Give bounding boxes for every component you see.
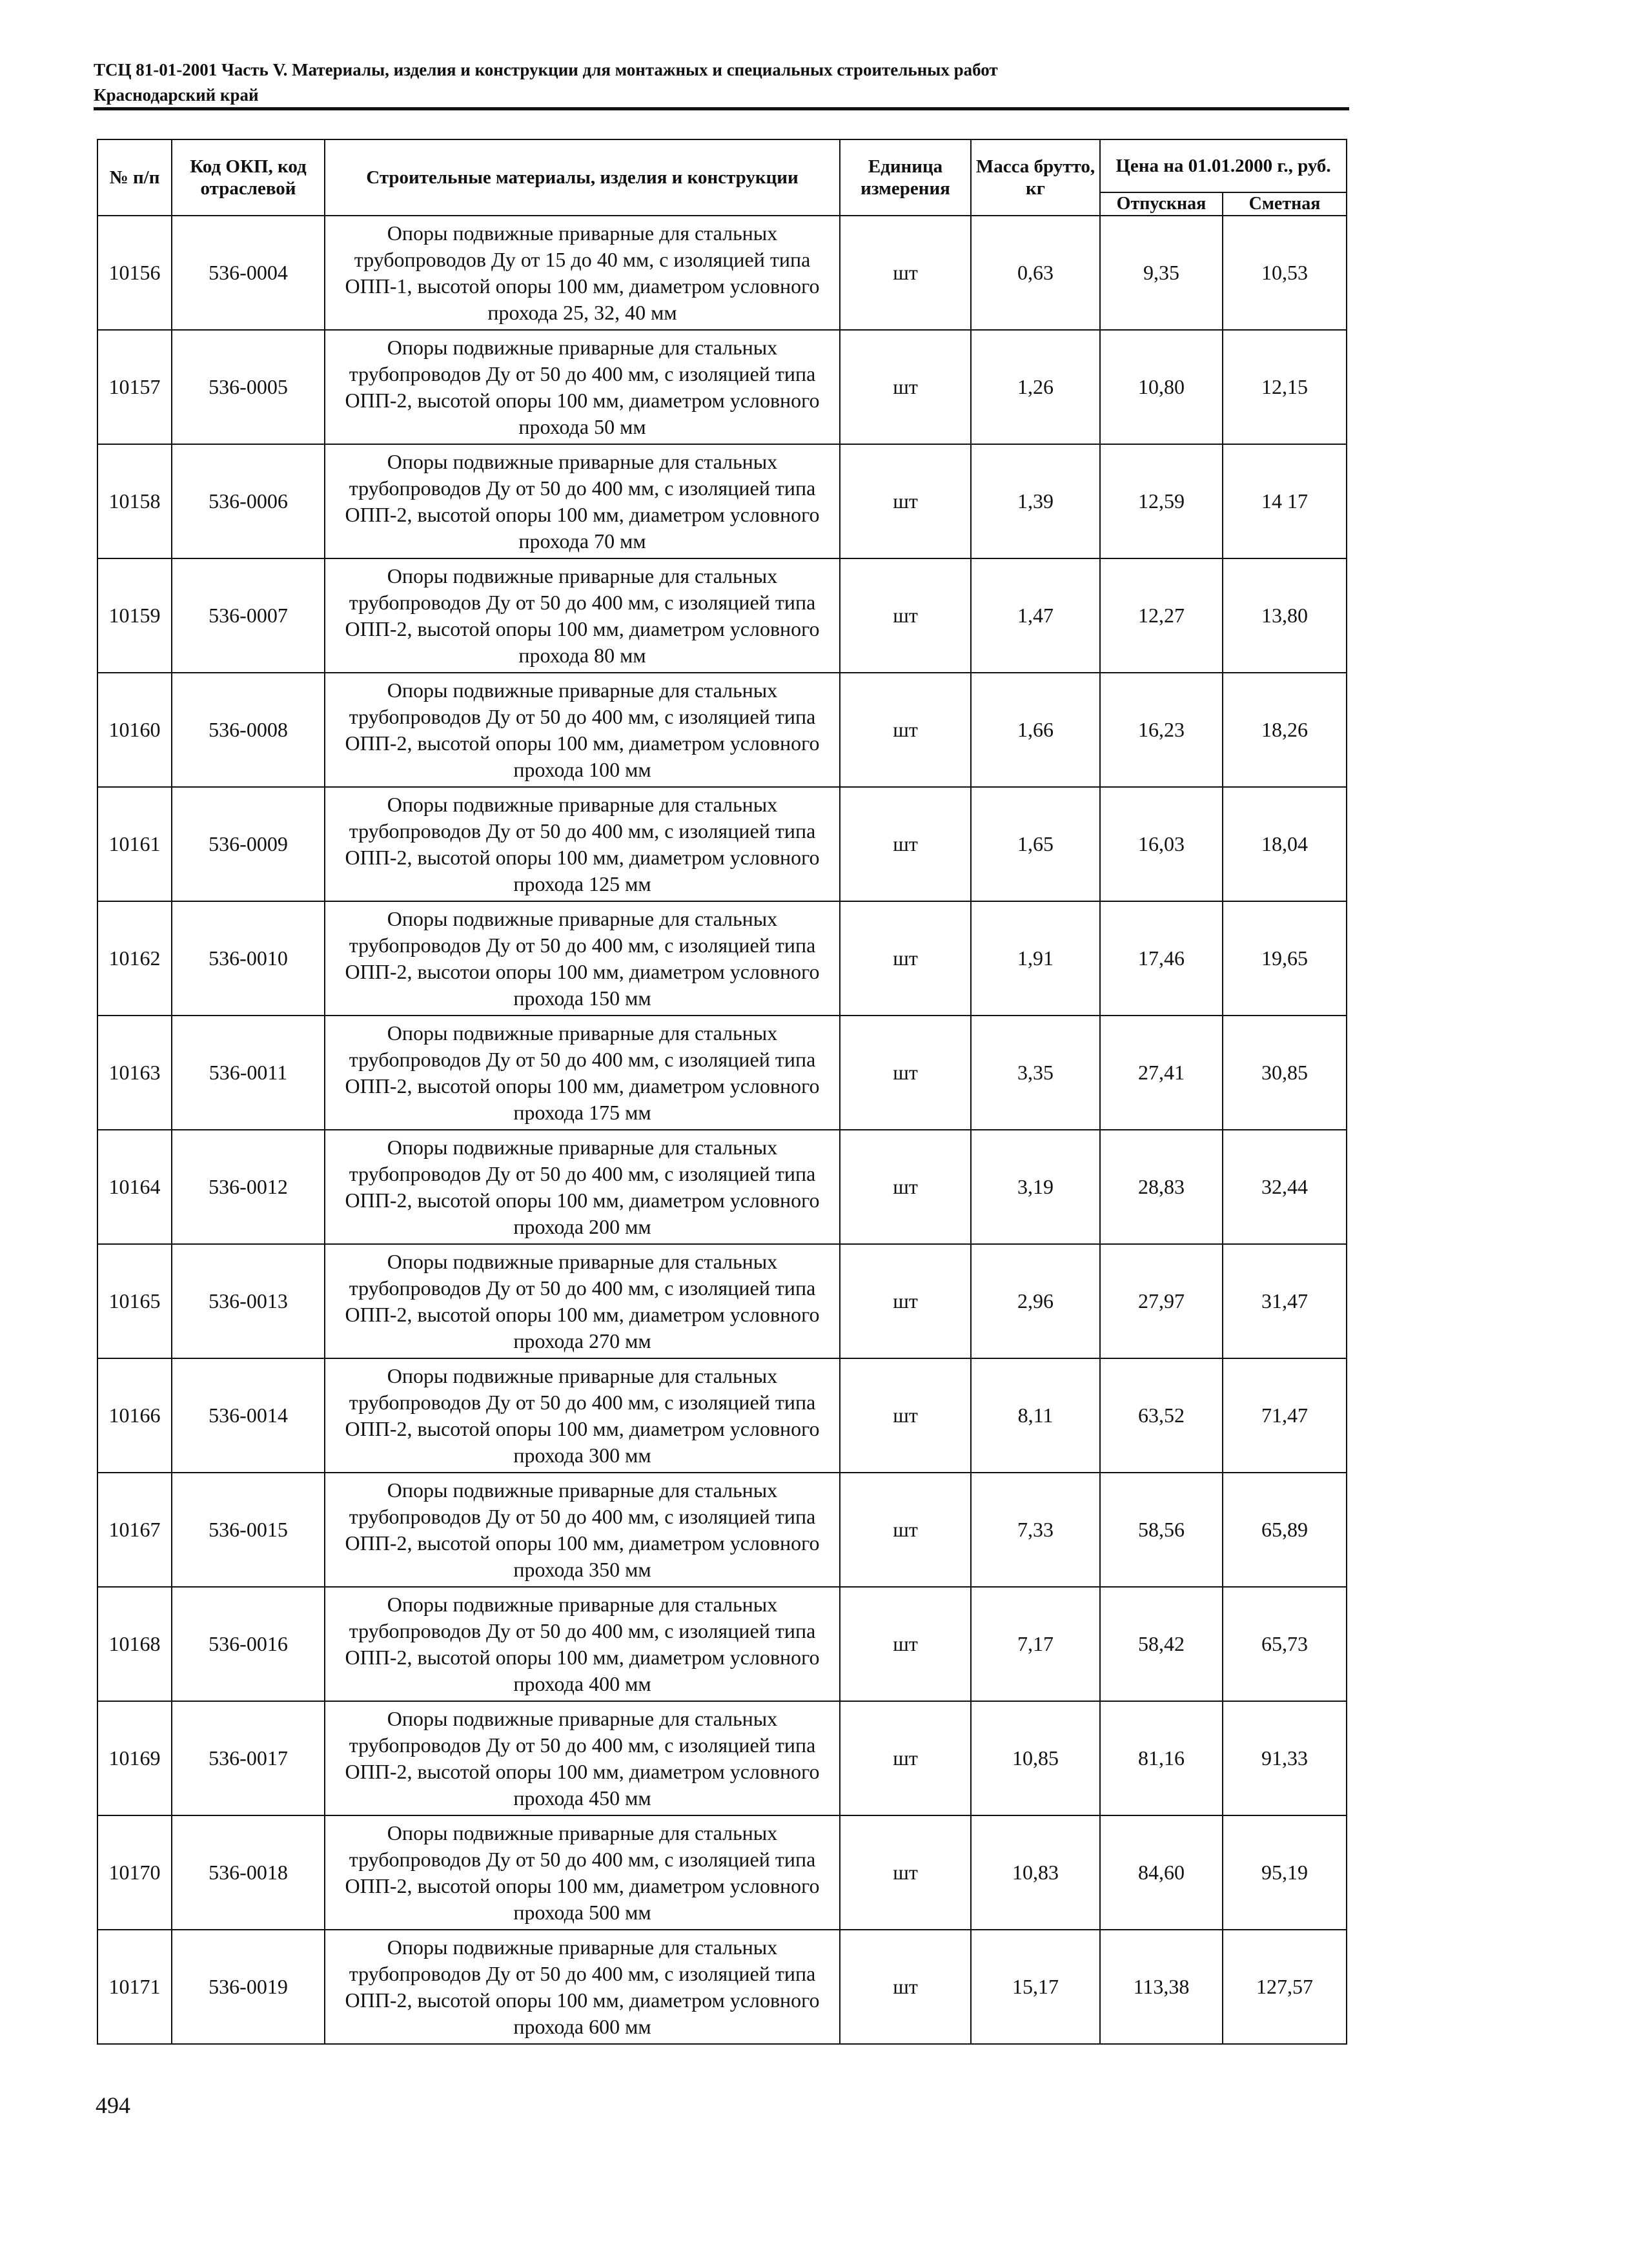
cell-unit: шт — [840, 1130, 971, 1244]
cell-price-release: 28,83 — [1100, 1130, 1223, 1244]
cell-price-estimate: 18,04 — [1223, 787, 1347, 901]
table-row — [97, 1130, 1347, 1244]
cell-name: Опоры подвижные приварные для стальных трубопроводов Ду от 50 до 400 мм, с изоляцией типа ОПП-2, высотои опоры 100 мм, диаметром условного прохода 150 мм — [325, 901, 840, 1016]
cell-num: 10163 — [97, 1016, 172, 1130]
cell-price-estimate: 71,47 — [1223, 1358, 1347, 1473]
cell-code: 536-0018 — [172, 1815, 325, 1930]
cell-code: 536-0007 — [172, 558, 325, 673]
cell-name: Опоры подвижные приварные для стальных трубопроводов Ду от 50 до 400 мм, с изоляцией типа ОПП-2, высотой опоры 100 мм, диаметром условного прохода 450 мм — [325, 1701, 840, 1815]
table-row — [97, 673, 1347, 787]
header-price-release: Отпускная — [1100, 192, 1223, 216]
cell-name: Опоры подвижные приварные для стальных трубопроводов Ду от 50 до 400 мм, с изоляцией типа ОПП-2, высотой опоры 100 мм, диаметром условного прохода 175 мм — [325, 1016, 840, 1130]
cell-price-release: 27,97 — [1100, 1244, 1223, 1358]
cell-price-estimate: 31,47 — [1223, 1244, 1347, 1358]
cell-price-release: 16,23 — [1100, 673, 1223, 787]
cell-unit: шт — [840, 787, 971, 901]
cell-price-release: 12,27 — [1100, 558, 1223, 673]
cell-unit: шт — [840, 216, 971, 330]
cell-code: 536-0004 — [172, 216, 325, 330]
cell-code: 536-0008 — [172, 673, 325, 787]
cell-name: Опоры подвижные приварные для стальных трубопроводов Ду от 50 до 400 мм, с изоляцией типа ОПП-2, высотой опоры 100 мм, диаметром условного прохода 500 мм — [325, 1815, 840, 1930]
cell-price-estimate: 65,73 — [1223, 1587, 1347, 1701]
cell-num: 10166 — [97, 1358, 172, 1473]
cell-unit: шт — [840, 1244, 971, 1358]
cell-price-estimate: 19,65 — [1223, 901, 1347, 1016]
cell-mass: 15,17 — [971, 1930, 1100, 2044]
table-row — [97, 558, 1347, 673]
cell-mass: 7,17 — [971, 1587, 1100, 1701]
cell-mass: 2,96 — [971, 1244, 1100, 1358]
cell-num: 10169 — [97, 1701, 172, 1815]
cell-price-estimate: 14 17 — [1223, 444, 1347, 558]
cell-mass: 7,33 — [971, 1473, 1100, 1587]
cell-price-release: 17,46 — [1100, 901, 1223, 1016]
cell-price-release: 10,80 — [1100, 330, 1223, 444]
cell-unit: шт — [840, 330, 971, 444]
table-row — [97, 1587, 1347, 1701]
cell-name: Опоры подвижные приварные для стальных трубопроводов Ду от 50 до 400 мм, с изоляцией типа ОПП-2, высотой опоры 100 мм, диаметром условного прохода 125 мм — [325, 787, 840, 901]
header-num: № п/п — [97, 139, 172, 216]
region-subtitle: Краснодарский край — [94, 85, 259, 105]
cell-mass: 1,91 — [971, 901, 1100, 1016]
cell-mass: 10,85 — [971, 1701, 1100, 1815]
cell-price-release: 58,56 — [1100, 1473, 1223, 1587]
cell-mass: 1,47 — [971, 558, 1100, 673]
price-table — [97, 139, 1347, 2045]
cell-num: 10162 — [97, 901, 172, 1016]
cell-name: Опоры подвижные приварные для стальных трубопроводов Ду от 50 до 400 мм, с изоляцией типа ОПП-2, высотой опоры 100 мм, диаметром условного прохода 600 мм — [325, 1930, 840, 2044]
cell-price-estimate: 32,44 — [1223, 1130, 1347, 1244]
header-name: Строительные материалы, изделия и конструкции — [325, 139, 840, 216]
cell-unit: шт — [840, 1358, 971, 1473]
cell-price-estimate: 10,53 — [1223, 216, 1347, 330]
table-row — [97, 1473, 1347, 1587]
table-row — [97, 1930, 1347, 2044]
cell-name: Опоры подвижные приварные для стальных трубопроводов Ду от 50 до 400 мм, с изоляцией типа ОПП-2, высотой опоры 100 мм, диаметром условного прохода 100 мм — [325, 673, 840, 787]
cell-mass: 3,19 — [971, 1130, 1100, 1244]
cell-unit: шт — [840, 1930, 971, 2044]
cell-code: 536-0016 — [172, 1587, 325, 1701]
cell-price-estimate: 12,15 — [1223, 330, 1347, 444]
page-header — [94, 57, 1349, 107]
cell-price-release: 12,59 — [1100, 444, 1223, 558]
cell-code: 536-0017 — [172, 1701, 325, 1815]
cell-unit: шт — [840, 673, 971, 787]
cell-code: 536-0015 — [172, 1473, 325, 1587]
cell-price-release: 113,38 — [1100, 1930, 1223, 2044]
cell-code: 536-0012 — [172, 1130, 325, 1244]
cell-name: Опоры подвижные приварные для стальных трубопроводов Ду от 50 до 400 мм, с изоляцией типа ОПП-2, высотой опоры 100 мм, диаметром условного прохода 400 мм — [325, 1587, 840, 1701]
cell-price-estimate: 91,33 — [1223, 1701, 1347, 1815]
table-row — [97, 1244, 1347, 1358]
cell-num: 10160 — [97, 673, 172, 787]
cell-price-estimate: 18,26 — [1223, 673, 1347, 787]
cell-code: 536-0010 — [172, 901, 325, 1016]
cell-unit: шт — [840, 1701, 971, 1815]
cell-name: Опоры подвижные приварные для стальных трубопроводов Ду от 50 до 400 мм, с изоляцией типа ОПП-2, высотой опоры 100 мм, диаметром условного прохода 300 мм — [325, 1358, 840, 1473]
cell-price-release: 16,03 — [1100, 787, 1223, 901]
table-row — [97, 444, 1347, 558]
cell-num: 10158 — [97, 444, 172, 558]
cell-unit: шт — [840, 1473, 971, 1587]
cell-code: 536-0009 — [172, 787, 325, 901]
cell-unit: шт — [840, 901, 971, 1016]
table-row — [97, 330, 1347, 444]
cell-num: 10164 — [97, 1130, 172, 1244]
cell-price-estimate: 127,57 — [1223, 1930, 1347, 2044]
cell-price-release: 63,52 — [1100, 1358, 1223, 1473]
cell-code: 536-0019 — [172, 1930, 325, 2044]
cell-price-release: 9,35 — [1100, 216, 1223, 330]
header-mass: Масса брутто, кг — [971, 139, 1100, 216]
cell-price-estimate: 95,19 — [1223, 1815, 1347, 1930]
cell-name: Опоры подвижные приварные для стальных трубопроводов Ду от 50 до 400 мм, с изоляцией типа ОПП-2, высотой опоры 100 мм, диаметром условного прохода 200 мм — [325, 1130, 840, 1244]
cell-num: 10170 — [97, 1815, 172, 1930]
table-row — [97, 787, 1347, 901]
table-row — [97, 1815, 1347, 1930]
cell-price-release: 84,60 — [1100, 1815, 1223, 1930]
cell-price-estimate: 65,89 — [1223, 1473, 1347, 1587]
table-row — [97, 1016, 1347, 1130]
cell-mass: 1,39 — [971, 444, 1100, 558]
cell-num: 10165 — [97, 1244, 172, 1358]
cell-name: Опоры подвижные приварные для стальных трубопроводов Ду от 15 до 40 мм, с изоляцией типа ОПП-1, высотой опоры 100 мм, диаметром условного прохода 25, 32, 40 мм — [325, 216, 840, 330]
cell-unit: шт — [840, 1587, 971, 1701]
document-title: ТСЦ 81-01-2001 Часть V. Материалы, изделия и конструкции для монтажных и специальных строительных работ — [94, 60, 998, 79]
cell-price-estimate: 13,80 — [1223, 558, 1347, 673]
cell-mass: 3,35 — [971, 1016, 1100, 1130]
cell-num: 10171 — [97, 1930, 172, 2044]
cell-num: 10167 — [97, 1473, 172, 1587]
table-body — [97, 216, 1347, 2044]
cell-name: Опоры подвижные приварные для стальных трубопроводов Ду от 50 до 400 мм, с изоляцией типа ОПП-2, высотой опоры 100 мм, диаметром условного прохода 80 мм — [325, 558, 840, 673]
cell-code: 536-0005 — [172, 330, 325, 444]
cell-name: Опоры подвижные приварные для стальных трубопроводов Ду от 50 до 400 мм, с изоляцией типа ОПП-2, высотой опоры 100 мм, диаметром условного прохода 70 мм — [325, 444, 840, 558]
cell-price-release: 58,42 — [1100, 1587, 1223, 1701]
cell-mass: 0,63 — [971, 216, 1100, 330]
header-code: Код ОКП, код отраслевой — [172, 139, 325, 216]
header-unit: Единица измерения — [840, 139, 971, 216]
cell-num: 10168 — [97, 1587, 172, 1701]
cell-code: 536-0006 — [172, 444, 325, 558]
cell-mass: 1,65 — [971, 787, 1100, 901]
cell-code: 536-0013 — [172, 1244, 325, 1358]
cell-unit: шт — [840, 558, 971, 673]
table-row — [97, 216, 1347, 330]
cell-mass: 8,11 — [971, 1358, 1100, 1473]
cell-num: 10159 — [97, 558, 172, 673]
header-price: Цена на 01.01.2000 г., руб. — [1100, 139, 1347, 192]
cell-mass: 1,66 — [971, 673, 1100, 787]
cell-num: 10161 — [97, 787, 172, 901]
table-row — [97, 1358, 1347, 1473]
cell-num: 10157 — [97, 330, 172, 444]
header-divider — [94, 107, 1349, 110]
cell-num: 10156 — [97, 216, 172, 330]
cell-mass: 1,26 — [971, 330, 1100, 444]
cell-name: Опоры подвижные приварные для стальных трубопроводов Ду от 50 до 400 мм, с изоляцией типа ОПП-2, высотой опоры 100 мм, диаметром условного прохода 270 мм — [325, 1244, 840, 1358]
cell-mass: 10,83 — [971, 1815, 1100, 1930]
header-price-estimate: Сметная — [1223, 192, 1347, 216]
cell-price-release: 81,16 — [1100, 1701, 1223, 1815]
cell-name: Опоры подвижные приварные для стальных трубопроводов Ду от 50 до 400 мм, с изоляцией типа ОПП-2, высотой опоры 100 мм, диаметром условного прохода 350 мм — [325, 1473, 840, 1587]
cell-name: Опоры подвижные приварные для стальных трубопроводов Ду от 50 до 400 мм, с изоляцией типа ОПП-2, высотой опоры 100 мм, диаметром условного прохода 50 мм — [325, 330, 840, 444]
cell-code: 536-0014 — [172, 1358, 325, 1473]
cell-unit: шт — [840, 1016, 971, 1130]
page-number: 494 — [96, 2092, 130, 2118]
table-row — [97, 901, 1347, 1016]
table-row — [97, 1701, 1347, 1815]
cell-price-release: 27,41 — [1100, 1016, 1223, 1130]
cell-code: 536-0011 — [172, 1016, 325, 1130]
cell-unit: шт — [840, 1815, 971, 1930]
cell-price-estimate: 30,85 — [1223, 1016, 1347, 1130]
cell-unit: шт — [840, 444, 971, 558]
